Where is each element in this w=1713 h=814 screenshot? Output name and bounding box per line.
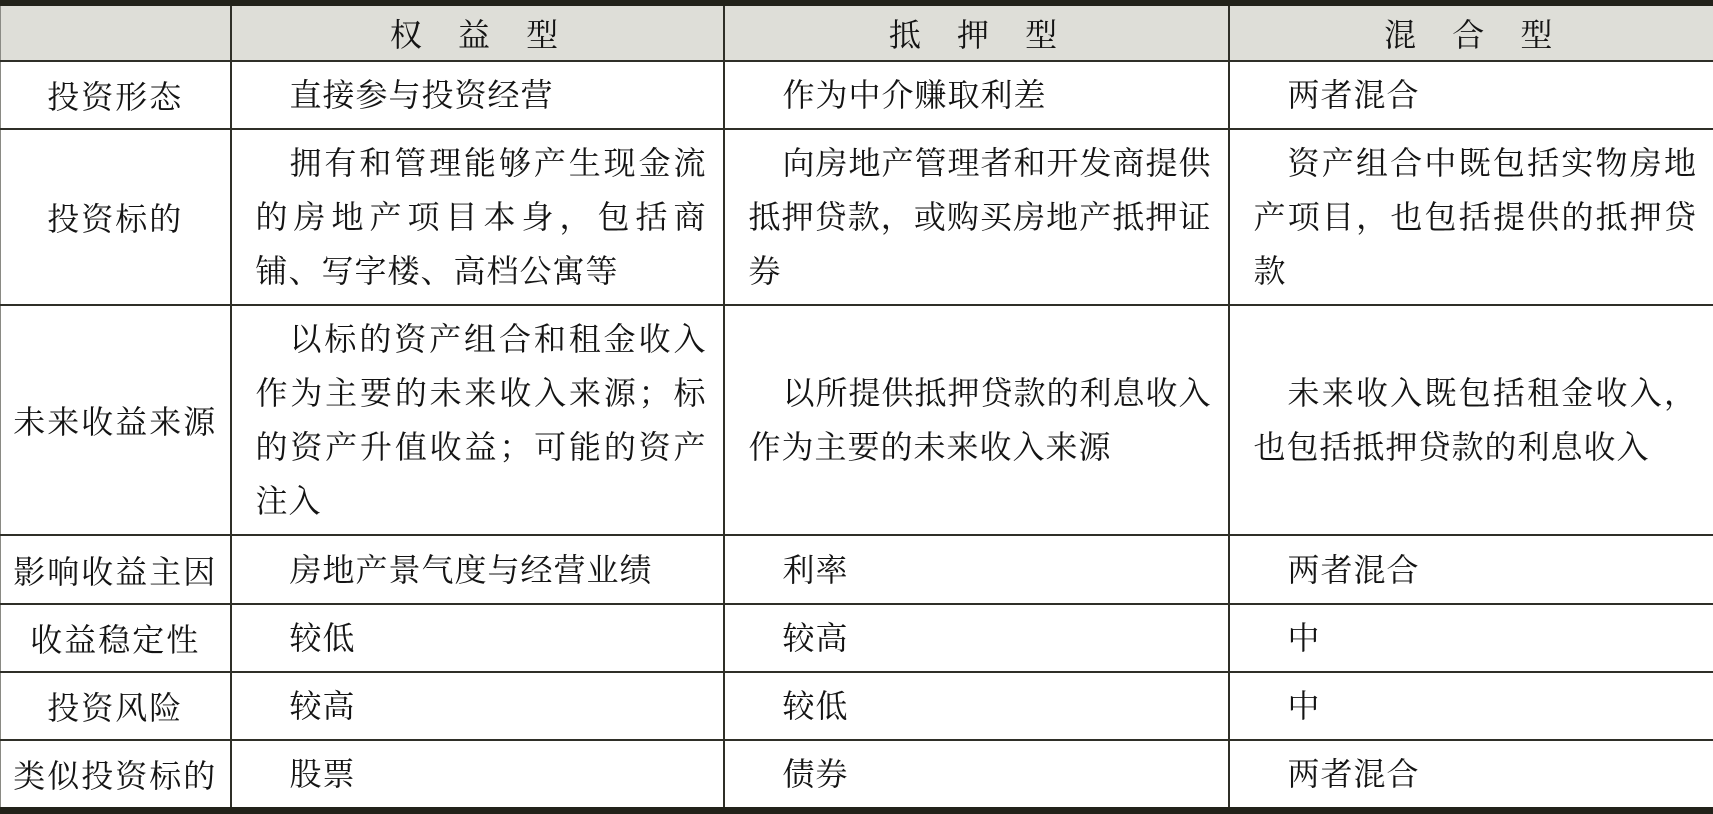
table-cell: 作为中介赚取利差 xyxy=(724,61,1229,129)
table-row xyxy=(1,129,1713,305)
table-cell: 拥有和管理能够产生现金流的房地产项目本身，包括商铺、写字楼、高档公寓等 xyxy=(231,129,724,305)
table-cell: 向房地产管理者和开发商提供抵押贷款，或购买房地产抵押证券 xyxy=(724,129,1229,305)
row-header-investment-risk: 投资风险 xyxy=(1,672,231,740)
table-cell: 以标的资产组合和租金收入作为主要的未来收入来源；标的资产升值收益；可能的资产注入 xyxy=(231,305,724,535)
table-cell: 以所提供抵押贷款的利息收入作为主要的未来收入来源 xyxy=(724,305,1229,535)
row-header-future-income-source: 未来收益来源 xyxy=(1,305,231,535)
col-header-mortgage: 抵 押 型 xyxy=(724,3,1229,61)
table-cell: 股票 xyxy=(231,740,724,811)
table-cell: 较高 xyxy=(231,672,724,740)
table-cell: 利率 xyxy=(724,535,1229,604)
table-cell: 债券 xyxy=(724,740,1229,811)
corner-header-cell xyxy=(1,3,231,61)
table-cell: 未来收入既包括租金收入，也包括抵押贷款的利息收入 xyxy=(1229,305,1713,535)
table-cell: 中 xyxy=(1229,604,1713,672)
table-cell: 较低 xyxy=(231,604,724,672)
row-header-income-stability: 收益稳定性 xyxy=(1,604,231,672)
table-cell: 两者混合 xyxy=(1229,740,1713,811)
table-row xyxy=(1,535,1713,604)
table-cell: 直接参与投资经营 xyxy=(231,61,724,129)
table-row xyxy=(1,61,1713,129)
header-row xyxy=(1,3,1713,61)
table-row xyxy=(1,672,1713,740)
table-row xyxy=(1,604,1713,672)
table-cell: 两者混合 xyxy=(1229,61,1713,129)
table-cell: 房地产景气度与经营业绩 xyxy=(231,535,724,604)
table-cell: 资产组合中既包括实物房地产项目，也包括提供的抵押贷款 xyxy=(1229,129,1713,305)
table-cell: 中 xyxy=(1229,672,1713,740)
table-row xyxy=(1,740,1713,811)
row-header-investment-form: 投资形态 xyxy=(1,61,231,129)
row-header-similar-investment: 类似投资标的 xyxy=(1,740,231,811)
row-header-main-income-factor: 影响收益主因 xyxy=(1,535,231,604)
table-cell: 较低 xyxy=(724,672,1229,740)
table-row xyxy=(1,305,1713,535)
col-header-equity: 权 益 型 xyxy=(231,3,724,61)
table-cell: 较高 xyxy=(724,604,1229,672)
col-header-hybrid: 混 合 型 xyxy=(1229,3,1713,61)
row-header-investment-target: 投资标的 xyxy=(1,129,231,305)
table-cell: 两者混合 xyxy=(1229,535,1713,604)
